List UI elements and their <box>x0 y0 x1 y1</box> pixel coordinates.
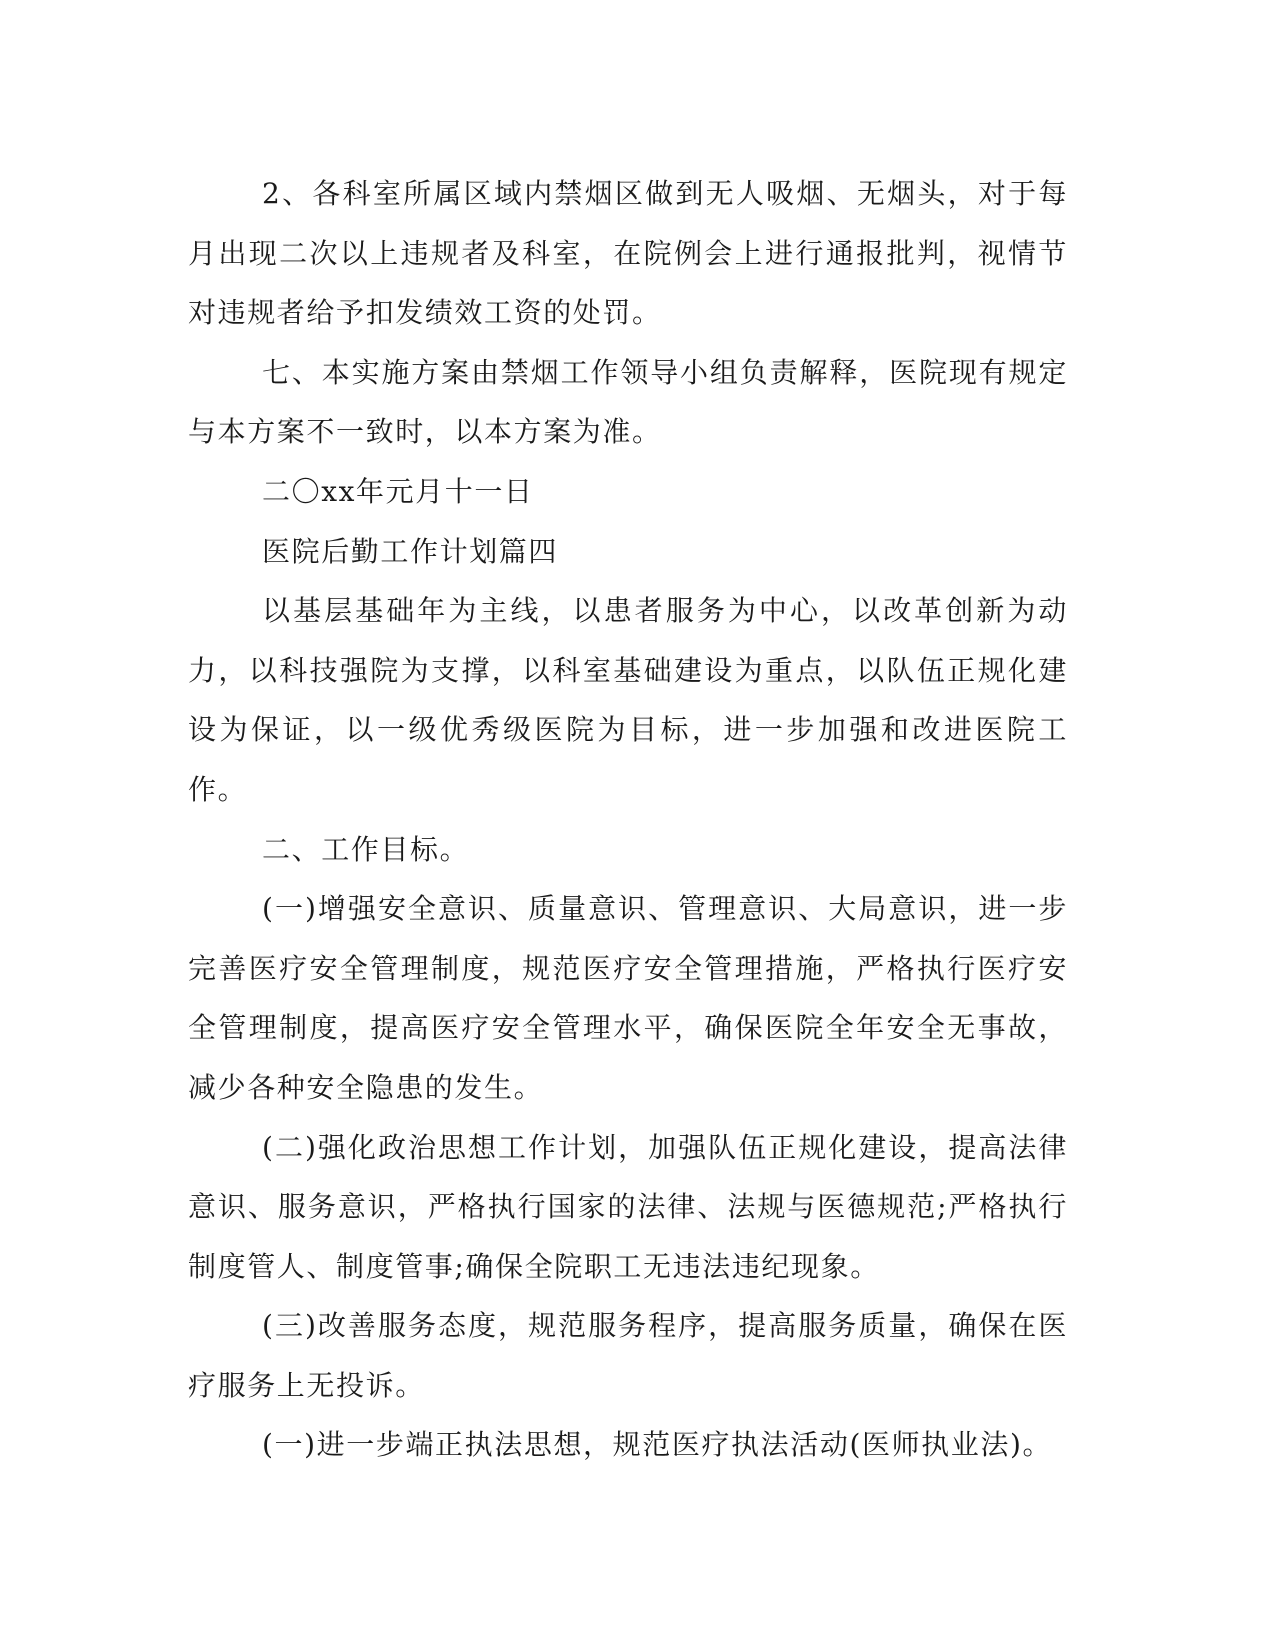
document-body <box>188 164 1068 1475</box>
paragraph-interpretation-clause: 七、本实施方案由禁烟工作领导小组负责解释，医院现有规定与本方案不一致时，以本方案为准。 <box>188 355 1068 449</box>
paragraph-goal-safety: (一)增强安全意识、质量意识、管理意识、大局意识，进一步完善医疗安全管理制度，规范医疗安全管理措施，严格执行医疗安全管理制度，提高医疗安全管理水平，确保医院全年安全无事故，减少各种安全隐患的发生。 <box>188 892 1068 1104</box>
section-title: 医院后勤工作计划篇四 <box>262 534 559 568</box>
paragraph-guiding-principle: 以基层基础年为主线，以患者服务为中心，以改革创新为动力，以科技强院为支撑，以科室基础建设为重点，以队伍正规化建设为保证，以一级优秀级医院为目标，进一步加强和改进医院工作。 <box>188 594 1068 806</box>
paragraph-goal-service: (三)改善服务态度，规范服务程序，提高服务质量，确保在医疗服务上无投诉。 <box>188 1309 1068 1402</box>
paragraph-goal-political: (二)强化政治思想工作计划，加强队伍正规化建设，提高法律意识、服务意识，严格执行国家的法律、法规与医德规范;严格执行制度管人、制度管事;确保全院职工无违法违纪现象。 <box>188 1130 1068 1283</box>
paragraph-smoking-area-rule: 2、各科室所属区域内禁烟区做到无人吸烟、无烟头，对于每月出现二次以上违规者及科室，在院例会上进行通报批判，视情节对违规者给予扣发绩效工资的处罚。 <box>188 177 1068 330</box>
heading-work-goals: 二、工作目标。 <box>262 832 470 866</box>
paragraph-law-enforcement: (一)进一步端正执法思想，规范医疗执法活动(医师执业法)。 <box>262 1428 1053 1462</box>
paragraph-date: 二〇xx年元月十一日 <box>262 474 534 508</box>
